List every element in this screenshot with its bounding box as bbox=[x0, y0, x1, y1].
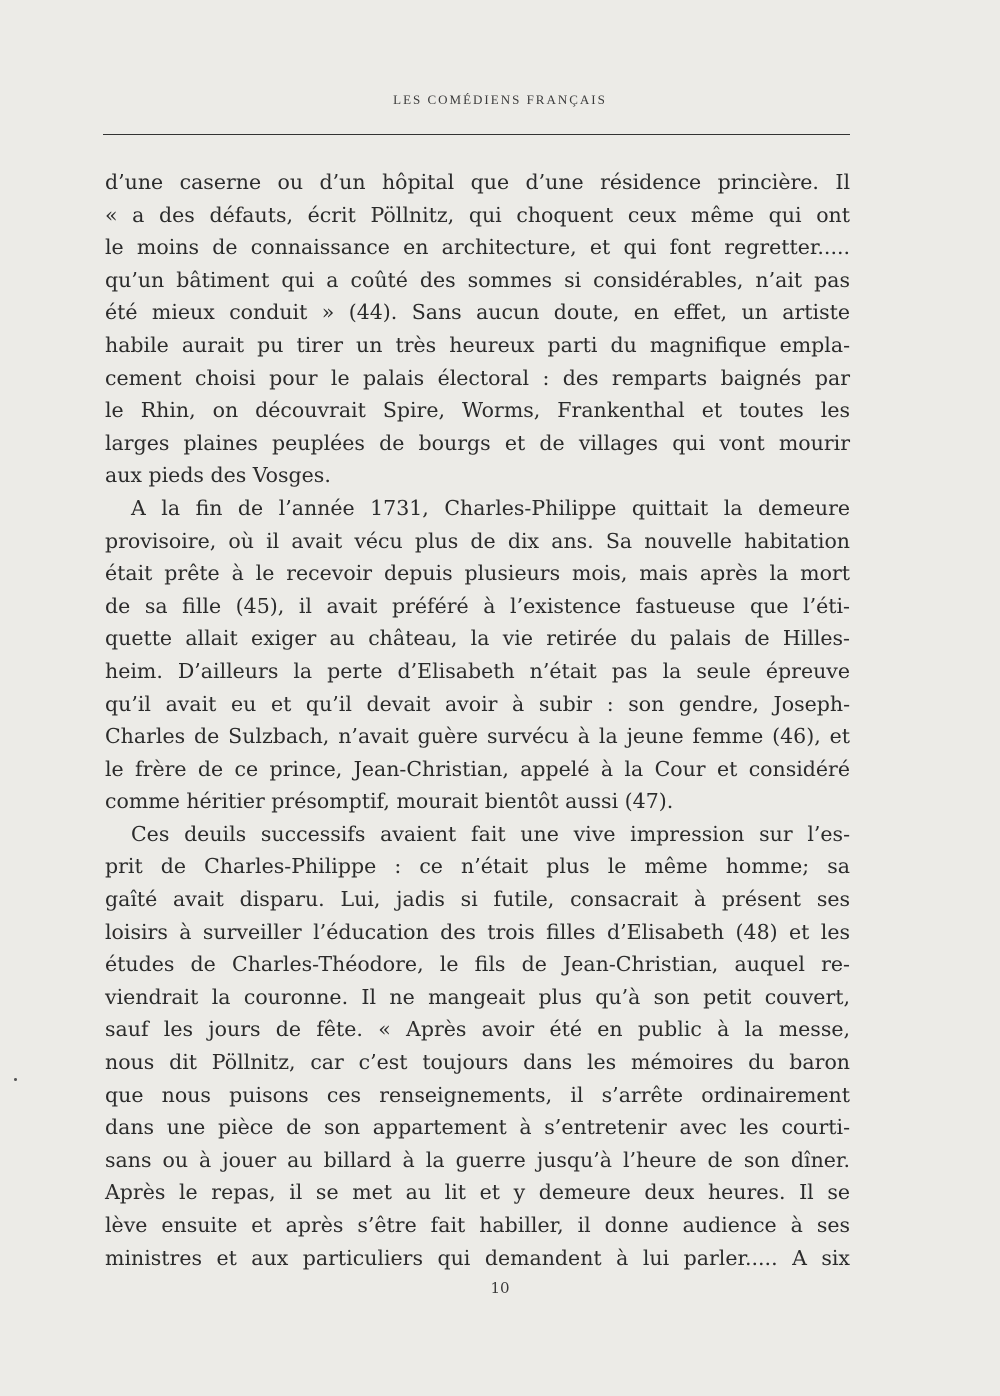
text-line: d’une caserne ou d’un hôpital que d’une résidence princière. Il bbox=[105, 170, 850, 194]
text-line: sans ou à jouer au billard à la guerre jusqu’à l’heure de son dîner. bbox=[105, 1147, 850, 1172]
text-line: le Rhin, on découvrait Spire, Worms, Frankenthal et toutes les bbox=[105, 398, 850, 423]
text-line: prit de Charles-Philippe : ce n’était plus le même homme; sa bbox=[105, 854, 850, 879]
header-rule bbox=[103, 134, 850, 135]
text-line: qu’un bâtiment qui a coûté des sommes si considérables, n’ait pas bbox=[105, 267, 850, 292]
running-head: LES COMÉDIENS FRANÇAIS bbox=[393, 92, 607, 107]
text-line: viendrait la couronne. Il ne mangeait plus qu’à son petit couvert, bbox=[105, 984, 850, 1009]
text-line: quette allait exiger au château, la vie retirée du palais de Hilles- bbox=[105, 626, 850, 651]
text-line: A la fin de l’année 1731, Charles-Philippe quittait la demeure bbox=[131, 495, 850, 520]
text-line: que nous puisons ces renseignements, il s’arrête ordinairement bbox=[105, 1082, 850, 1107]
text-line: été mieux conduit » (44). Sans aucun doute, en effet, un artiste bbox=[105, 300, 850, 325]
text-line: larges plaines peuplées de bourgs et de villages qui vont mourir bbox=[105, 430, 850, 455]
text-line: Charles de Sulzbach, n’avait guère survécu à la jeune femme (46), et bbox=[105, 724, 850, 749]
text-line: le moins de connaissance en architecture, et qui font regretter..... bbox=[105, 235, 850, 260]
page-number: 10 bbox=[490, 1279, 510, 1297]
text-line: lève ensuite et après s’être fait habiller, il donne audience à ses bbox=[105, 1213, 850, 1237]
text-line: aux pieds des Vosges. bbox=[105, 463, 331, 488]
text-line: Ces deuils successifs avaient fait une vive impression sur l’es- bbox=[131, 821, 850, 846]
text-line: le frère de ce prince, Jean-Christian, appelé à la Cour et considéré bbox=[105, 756, 850, 781]
ink-speck bbox=[14, 1078, 17, 1081]
text-line: sauf les jours de fête. « Après avoir été en public à la messe, bbox=[105, 1017, 850, 1042]
text-line: comme héritier présomptif, mourait bientôt aussi (47). bbox=[105, 789, 674, 814]
text-line: ministres et aux particuliers qui demandent à lui parler..... A six bbox=[105, 1245, 850, 1270]
text-line: études de Charles-Théodore, le fils de Jean-Christian, auquel re- bbox=[105, 952, 850, 977]
text-line: de sa fille (45), il avait préféré à l’existence fastueuse que l’éti- bbox=[105, 593, 850, 618]
text-line: heim. D’ailleurs la perte d’Elisabeth n’était pas la seule épreuve bbox=[105, 658, 850, 683]
text-line: provisoire, où il avait vécu plus de dix ans. Sa nouvelle habitation bbox=[105, 528, 850, 553]
body-text bbox=[105, 166, 850, 1274]
text-line: loisirs à surveiller l’éducation des trois filles d’Elisabeth (48) et les bbox=[105, 919, 850, 944]
text-line: gaîté avait disparu. Lui, jadis si futile, consacrait à présent ses bbox=[105, 887, 850, 912]
text-line: qu’il avait eu et qu’il devait avoir à subir : son gendre, Joseph- bbox=[105, 691, 850, 716]
text-line: nous dit Pöllnitz, car c’est toujours dans les mémoires du baron bbox=[105, 1050, 850, 1075]
text-line: cement choisi pour le palais électoral : des remparts baignés par bbox=[105, 365, 850, 390]
text-line: « a des défauts, écrit Pöllnitz, qui choquent ceux même qui ont bbox=[105, 202, 850, 227]
text-line: Après le repas, il se met au lit et y demeure deux heures. Il se bbox=[105, 1180, 850, 1205]
text-line: dans une pièce de son appartement à s’entretenir avec les courti- bbox=[105, 1115, 850, 1140]
text-line: habile aurait pu tirer un très heureux parti du magnifique empla- bbox=[105, 332, 850, 357]
text-line: était prête à le recevoir depuis plusieurs mois, mais après la mort bbox=[105, 561, 850, 586]
